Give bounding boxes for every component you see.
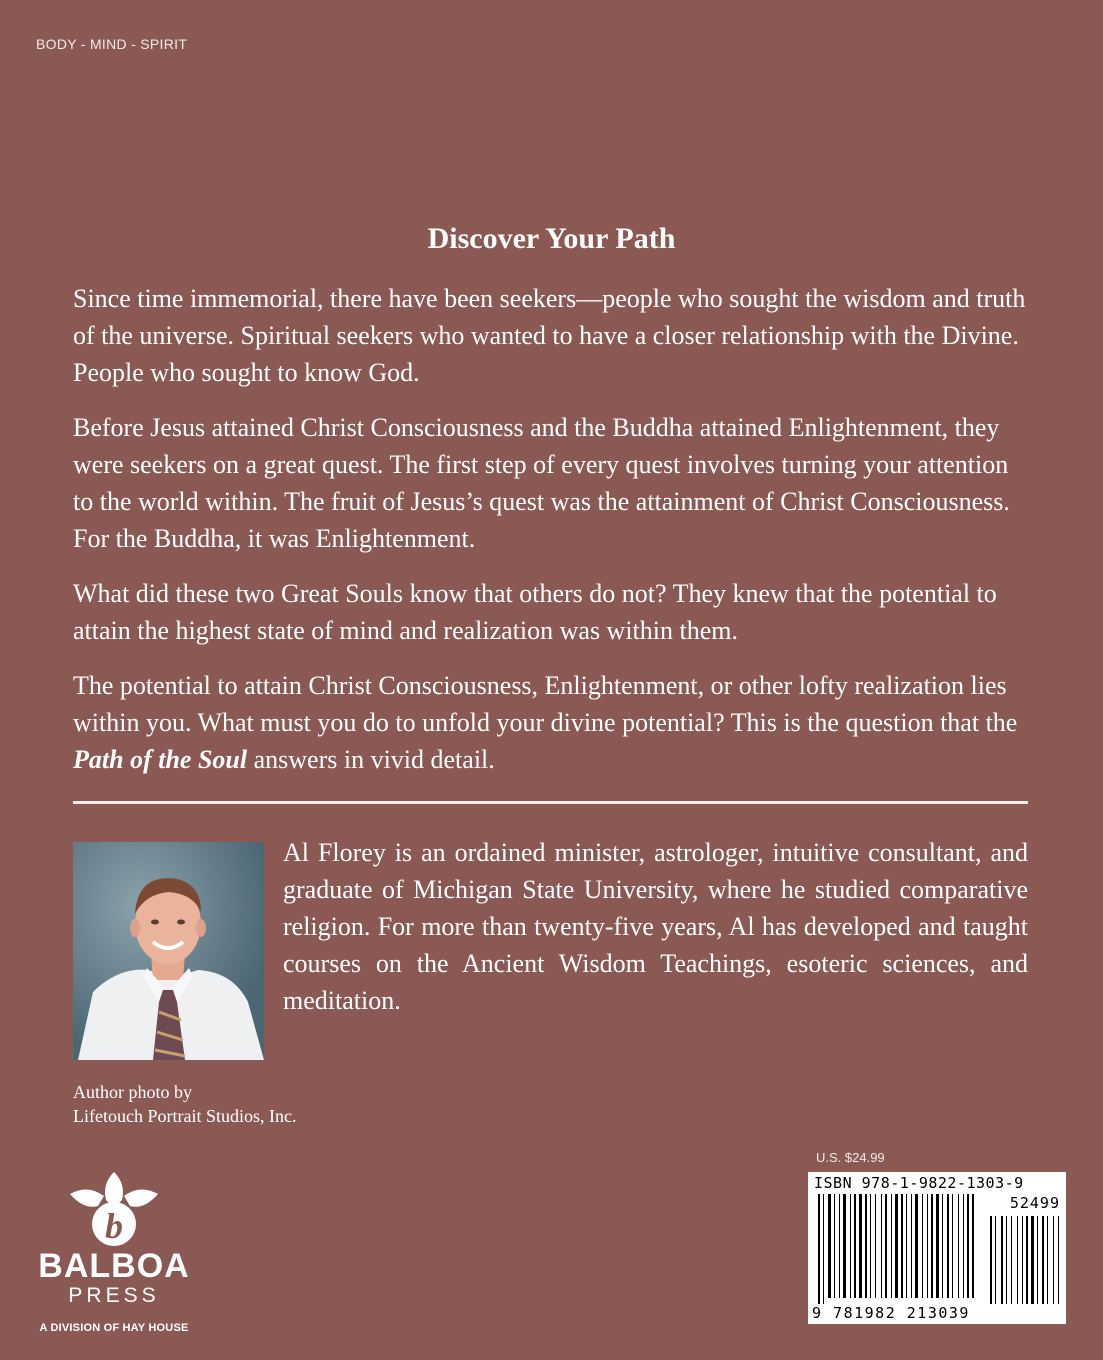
publisher-sub: PRESS <box>68 1284 160 1307</box>
barcode-bar <box>843 1194 846 1298</box>
barcode-bar <box>901 1194 903 1298</box>
addon-bar <box>1031 1216 1034 1304</box>
author-portrait-illustration <box>73 842 264 1060</box>
publisher-tagline: A DIVISION OF HAY HOUSE <box>39 1322 189 1334</box>
addon-bar <box>1047 1216 1048 1304</box>
barcode-bar <box>881 1194 882 1298</box>
barcode-bar <box>947 1194 949 1298</box>
blurb-paragraph-2: Before Jesus attained Christ Consciousness and the Buddha attained Enlightenment, they were seekers on a great quest. The first step of every quest involves turning your attention to the world within. The fruit of Jesus’s quest was the attainment of Christ Consciousness. For the Buddha, it was Enlightenment. <box>73 413 1010 553</box>
blurb-heading: Discover Your Path <box>427 222 676 255</box>
publisher-name: BALBOA <box>38 1247 190 1285</box>
barcode-bar <box>823 1194 824 1304</box>
addon-bar <box>1001 1216 1003 1304</box>
addon-bar <box>1026 1216 1028 1304</box>
logo-letter: b <box>105 1206 123 1246</box>
barcode-bar <box>828 1194 831 1298</box>
barcode-bar <box>818 1194 820 1304</box>
barcode-bar <box>936 1194 939 1298</box>
category-label: BODY - MIND - SPIRIT <box>36 36 188 52</box>
barcode-bar <box>839 1194 840 1298</box>
barcode-bar <box>891 1194 892 1298</box>
barcode-bar <box>972 1194 974 1298</box>
photo-credit-line-1: Author photo by <box>73 1082 192 1102</box>
blurb-p4-start: The potential to attain Christ Consciousness, Enlightenment, or other lofty realization lies within you. What must you do to unfold your divine potential? This is the question that the <box>73 671 1018 737</box>
barcode-bar <box>967 1194 969 1298</box>
isbn-number: ISBN 978-1-9822-1303-9 <box>814 1174 1024 1192</box>
barcode-bar <box>906 1194 907 1298</box>
barcode-bar <box>850 1194 851 1298</box>
barcode-bar <box>865 1194 867 1298</box>
addon-bar <box>1011 1216 1012 1304</box>
barcode-bar <box>854 1194 856 1298</box>
book-title: Path of the Soul <box>73 745 248 774</box>
barcode-bar <box>952 1194 953 1298</box>
barcode-bar <box>911 1194 912 1298</box>
publisher-logo <box>34 1170 194 1334</box>
barcode-bar <box>927 1194 928 1298</box>
barcode-bar <box>859 1194 862 1298</box>
blurb-text <box>73 280 1031 796</box>
addon-bar <box>995 1216 996 1304</box>
barcode-bar <box>870 1194 871 1298</box>
photo-credit <box>73 1080 296 1128</box>
barcode-bar <box>931 1194 933 1298</box>
price-addon-code: 52499 <box>1009 1194 1060 1212</box>
barcode-bar <box>958 1194 959 1298</box>
barcode-bar <box>885 1194 887 1298</box>
addon-bar <box>1022 1216 1023 1304</box>
author-bio: Al Florey is an ordained minister, astrologer, intuitive consultant, and graduate of Michigan State University, where he studied comparative religion. For more than twenty-five years, Al has developed and taught courses on the Ancient Wisdom Teachings, esoteric sciences, and meditation. <box>283 838 1028 1015</box>
lotus-icon <box>64 1170 164 1248</box>
author-photo <box>73 842 264 1060</box>
barcode-bar <box>895 1194 898 1298</box>
barcode-bar <box>875 1194 876 1298</box>
isbn-barcode <box>808 1172 1066 1324</box>
photo-credit-line-2: Lifetouch Portrait Studios, Inc. <box>73 1106 297 1126</box>
section-divider <box>73 801 1028 804</box>
barcode-bar <box>915 1194 918 1298</box>
barcode-bar <box>963 1194 964 1298</box>
barcode-bar <box>942 1194 943 1298</box>
barcode-bar <box>834 1194 835 1298</box>
addon-bar <box>1058 1216 1059 1304</box>
barcode-bar <box>922 1194 923 1298</box>
addon-bar <box>1042 1216 1044 1304</box>
ean-number: 9 781982 213039 <box>812 1304 970 1322</box>
blurb-paragraph-3: What did these two Great Souls know that others do not? They knew that the potential to attain the highest state of mind and realization was within them. <box>73 579 997 645</box>
blurb-paragraph-1: Since time immemorial, there have been seekers—people who sought the wisdom and truth of the universe. Spiritual seekers who wanted to have a closer relationship with the Divine. People who sought to know God. <box>73 284 1026 387</box>
price-label: U.S. $24.99 <box>816 1150 885 1165</box>
addon-bar <box>1053 1216 1054 1304</box>
blurb-p4-end: answers in vivid detail. <box>247 745 495 774</box>
addon-bar <box>1006 1216 1007 1304</box>
blurb-paragraph-4 <box>73 667 1031 778</box>
addon-bar <box>1017 1216 1018 1304</box>
addon-bar <box>1037 1216 1038 1304</box>
addon-bar <box>990 1216 992 1304</box>
